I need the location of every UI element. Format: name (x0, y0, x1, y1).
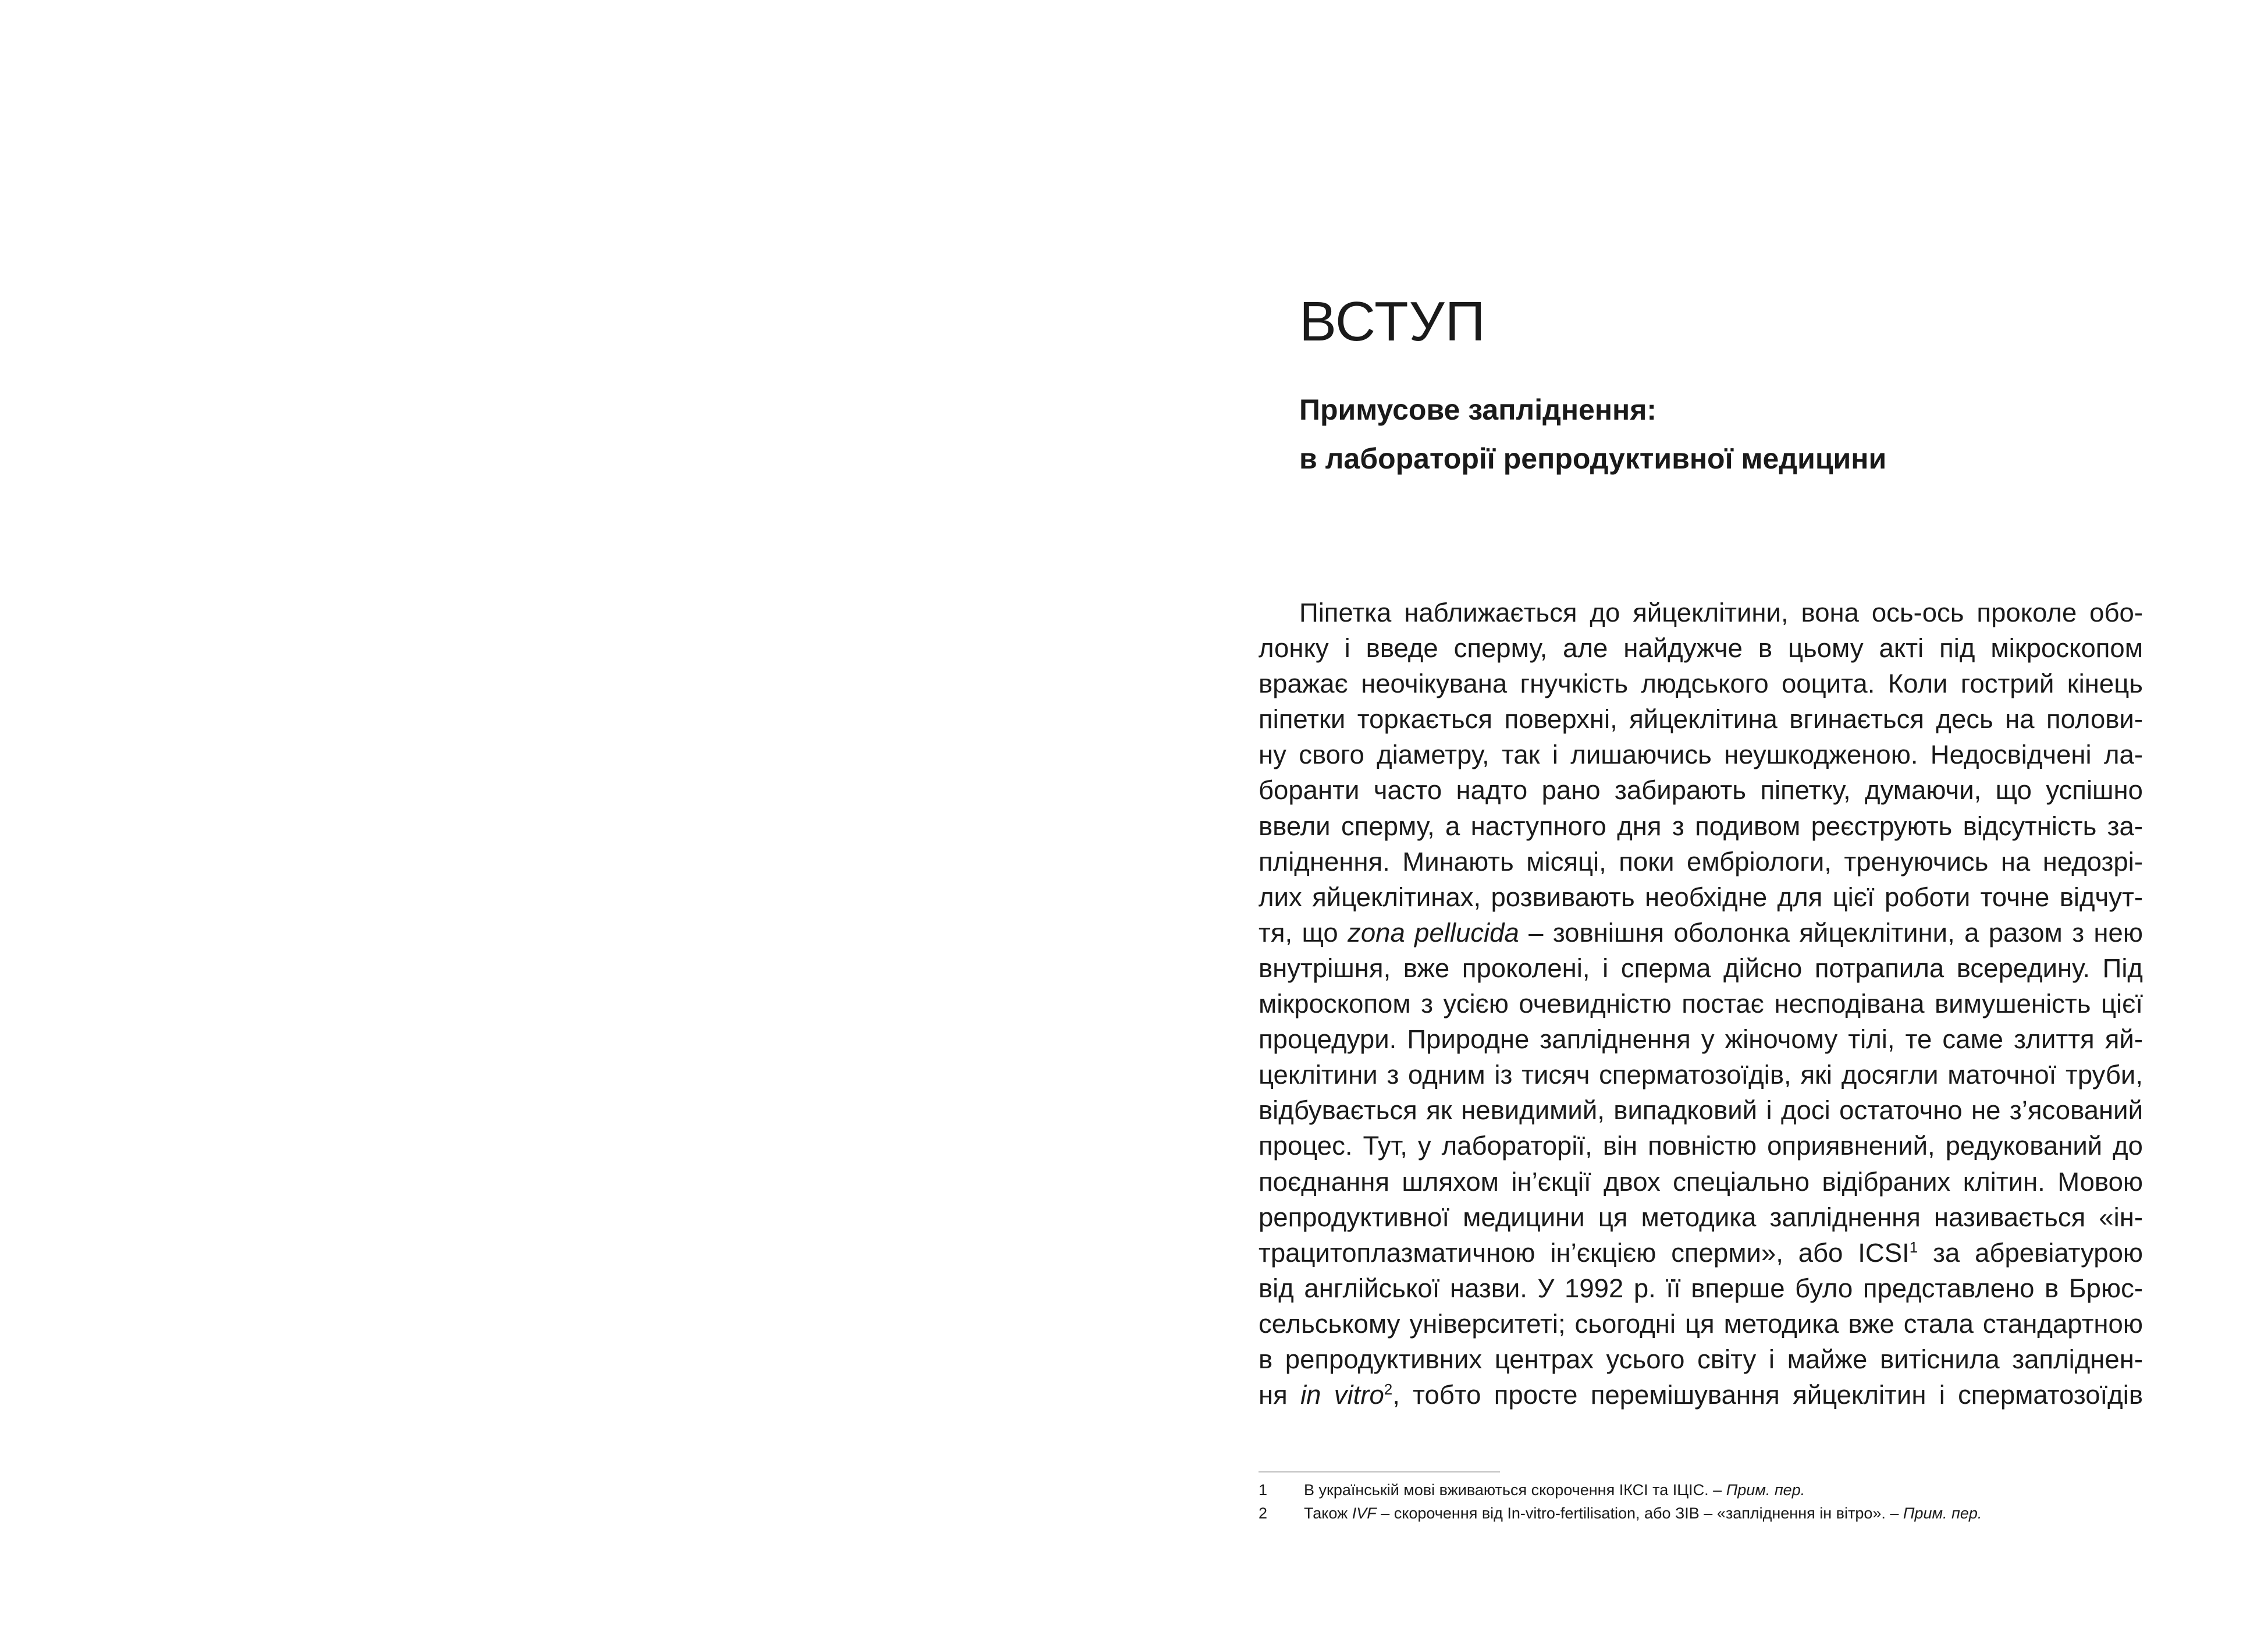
body-line: вражає неочікувана гнучкість людського ооцита. Коли гострий кінець (1259, 669, 2143, 699)
translator-note-label: Прим. пер. (1903, 1504, 1982, 1522)
chapter-subtitle (1299, 385, 1886, 483)
body-line: процедури. Природне запліднення у жіночому тілі, те саме злиття яй- (1259, 1024, 2143, 1055)
body-text-run: , тобто просте перемішування яйцеклітин і сперматозоїдів (1392, 1380, 2143, 1410)
body-text-run: трацитоплазматичною ін’єкцією сперми», або ICSI (1259, 1237, 1910, 1268)
body-line (1259, 1377, 2143, 1413)
abbreviation-ivf: IVF (1352, 1504, 1377, 1522)
body-text-run: тя, що (1259, 917, 1348, 948)
body-line: репродуктивної медицини ця методика запліднення називається «ін- (1259, 1202, 2143, 1232)
footnote-text-run: Також (1304, 1504, 1352, 1522)
footnote-number: 2 (1259, 1504, 1268, 1522)
body-line: поєднання шляхом ін’єкції двох спеціально відібраних клітин. Мовою (1259, 1166, 2143, 1197)
body-line: Піпетка наближається до яйцеклітини, вона ось-ось проколе обо- (1299, 598, 2143, 627)
latin-term-zona-pellucida: zona pellucida (1348, 917, 1519, 948)
body-line: від англійської назви. У 1992 р. її вперше було представлено в Брюс- (1259, 1273, 2143, 1303)
body-line: ну свого діаметру, так і лишаючись неушкодженою. Недосвідчені ла- (1259, 740, 2143, 770)
footnote-text (1304, 1502, 1982, 1525)
body-line: пліднення. Минають місяці, поки ембріологи, тренуючись на недозрі- (1259, 846, 2143, 877)
footnote-ref-2: 2 (1384, 1381, 1393, 1399)
footnote-ref-1: 1 (1909, 1238, 1918, 1256)
footnotes (1259, 1478, 2143, 1525)
translator-note-label: Прим. пер. (1726, 1481, 1805, 1499)
body-line: внутрішня, вже проколені, і сперма дійсно потрапила всередину. Під (1259, 953, 2143, 983)
footnote-text-run: В українській мові вживаються скорочення ІКСІ та ІЦІС. – (1304, 1481, 1726, 1499)
subtitle-line-2: в лабораторії репродуктивної медицини (1299, 442, 1887, 475)
body-line: піпетки торкається поверхні, яйцеклітина вгинається десь на полови- (1259, 704, 2143, 734)
body-text-run: за абревіатурою (1918, 1237, 2143, 1268)
body-line: цеклітини з одним із тисяч сперматозоїдів, які досягли маточної труби, (1259, 1060, 2143, 1090)
body-line: в репродуктивних центрах усього світу і майже витіснила запліднен- (1259, 1344, 2143, 1374)
body-text-run: – зовнішня оболонка яйцеклітини, а разом з нею (1519, 917, 2143, 948)
body-line: лонку і введе сперму, але найдужче в цьому акті під мікроскопом (1259, 633, 2143, 663)
body-line: сельському університеті; сьогодні ця методика вже стала стандартною (1259, 1308, 2143, 1339)
footnote-number: 1 (1259, 1481, 1268, 1499)
body-line: лих яйцеклітинах, розвивають необхідне для цієї роботи точне відчут- (1259, 882, 2143, 912)
body-line: ввели сперму, а наступного дня з подивом реєструють відсутність за- (1259, 811, 2143, 841)
body-line: боранти часто надто рано забирають піпетку, думаючи, що успішно (1259, 775, 2143, 806)
chapter-title: ВСТУП (1299, 290, 1486, 353)
body-line (1259, 915, 2143, 950)
footnote-separator (1259, 1471, 1500, 1472)
footnote-2 (1259, 1502, 2143, 1525)
body-line: відбувається як невидимий, випадковий і досі остаточно не з’ясований (1259, 1095, 2143, 1126)
subtitle-line-1: Примусове запліднення: (1299, 393, 1657, 426)
body-line (1259, 1235, 2143, 1271)
footnote-text-run: – скорочення від In-vitro-fertilisation, або ЗІВ – «запліднення ін вітро». – (1376, 1504, 1903, 1522)
footnote-text (1304, 1478, 1805, 1502)
body-text-run: ня (1259, 1380, 1301, 1410)
footnote-1 (1259, 1478, 2143, 1502)
latin-term-in-vitro: in vitro (1300, 1380, 1384, 1410)
body-line: мікроскопом з усією очевидністю постає несподівана вимушеність цієї (1259, 989, 2143, 1019)
body-line: процес. Тут, у лабораторії, він повністю оприявнений, редукований до (1259, 1131, 2143, 1161)
body-paragraph (1259, 595, 2143, 1413)
